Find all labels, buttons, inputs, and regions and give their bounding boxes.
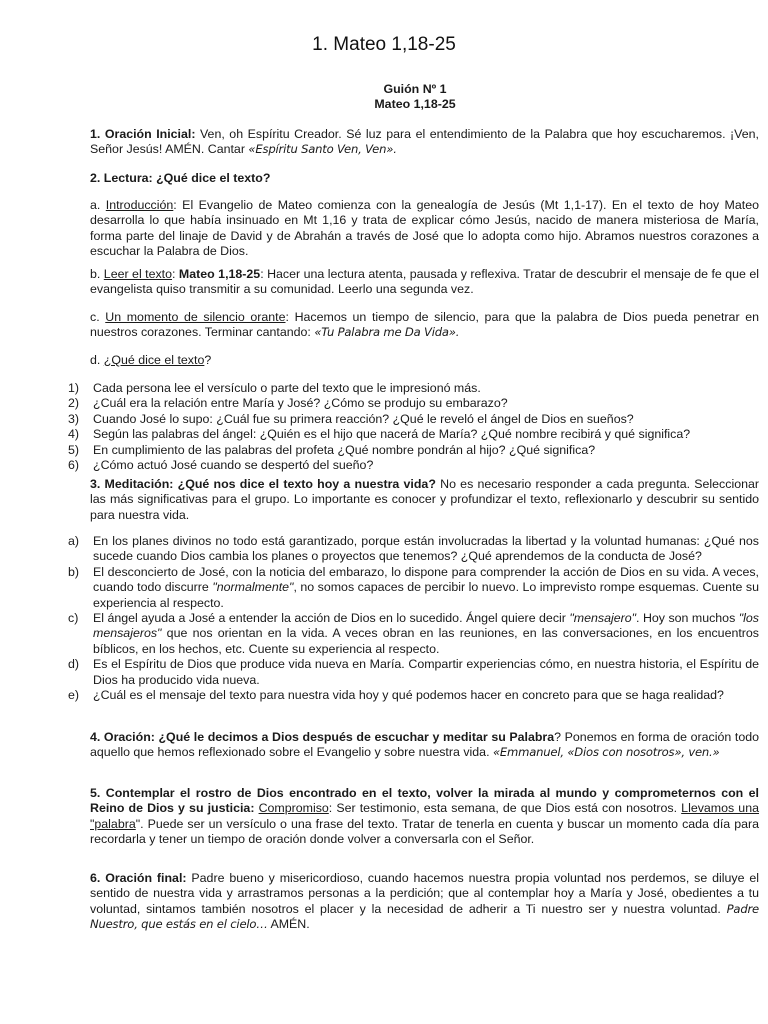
reading-introduction: a. Introducción: El Evangelio de Mateo comienza con la genealogía de Jesús (Mt 1,1-17). En el texto de hoy Mateo desarrolla lo que había insinuado en Mt 1,16 y trata de explicar cómo Jesús, nacido de manera misteriosa de María, forma parte del linaje de David y de Abrahán a través de José que lo adopta como hijo. Abramos nuestros corazones a escuchar la Palabra de Dios. [90,198,759,259]
section-opening-prayer: 1. Oración Inicial: Ven, oh Espíritu Creador. Sé luz para el entendimiento de la Palabra que hoy escucharemos. ¡Ven, Señor Jesús! AMÉN. Cantar «Espíritu Santo Ven, Ven». [90,127,759,157]
question-list [68,381,759,473]
list-item: b) El desconcierto de José, con la noticia del embarazo, lo dispone para comprender la acción de Dios en su vida. A veces, cuando todo discurre "normalmente", no somos capaces de percibir lo nuevo. Lo imprevisto rompe esquemas. Cuente su experiencia al respecto. [68,564,759,610]
list-item: 2) ¿Cuál era la relación entre María y José? ¿Cómo se produjo su embarazo? [68,396,508,411]
section-final-prayer: 6. Oración final: Padre bueno y misericordioso, cuando hacemos nuestra propia voluntad nos perdemos, se diluye el sentido de nuestra vida y arrastramos personas a la perdición; que al contemplar hoy a María y José, obedientes a tu voluntad, sintamos también nosotros el placer y la necesidad de adherir a Ti nuestro ser y nuestra voluntad. Padre Nuestro, que estás en el cielo… AMÉN. [90,871,759,932]
script-reference: Mateo 1,18-25 [374,97,456,112]
list-item: 3) Cuando José lo supo: ¿Cuál fue su primera reacción? ¿Qué le reveló el ángel de Dios en sueños? [68,411,634,426]
section-heading: 1. Oración Inicial: [90,127,196,141]
section-reading-heading: 2. Lectura: ¿Qué dice el texto? [90,171,271,185]
song-title: «Emmanuel, «Dios con nosotros», ven.» [492,745,720,760]
prayer-title: Padre Nuestro, que estás en el cielo… [90,901,759,932]
section-heading: 3. Meditación: ¿Qué nos dice el texto hoy a nuestra vida? [90,477,436,491]
list-item: e) ¿Cuál es el mensaje del texto para nuestra vida hoy y qué podemos hacer en concreto para que se haga realidad? [68,688,724,703]
section-heading: 6. Oración final: [90,871,187,885]
section-heading: 5. Contemplar el rostro de Dios encontrado en el texto, volver la mirada al mundo y comprometernos con el Reino de Dios y su justicia: [90,786,759,816]
section-prayer: 4. Oración: ¿Qué le decimos a Dios después de escuchar y meditar su Palabra? Ponemos en forma de oración todo aquello que hemos reflexionado sobre el Evangelio y sobre nuestra vida. «Emmanuel, «Dios con nosotros», ven.» [90,730,759,760]
list-item: 6) ¿Cómo actuó José cuando se despertó del sueño? [68,458,374,473]
song-title: «Espíritu Santo Ven, Ven». [248,142,397,157]
section-heading: 4. Oración: ¿Qué le decimos a Dios después de escuchar y meditar su Palabra [90,730,555,744]
list-item: 1) Cada persona lee el versículo o parte del texto que le impresionó más. [68,381,481,395]
list-item: a) En los planes divinos no todo está garantizado, porque están involucradas la libertad y la voluntad humanas: ¿Qué nos sucede cuando Dios cambia los planes o proyectos que tenemos? ¿Qué aprendemos de la conducta de José? [68,534,759,564]
meditation-list [68,534,759,703]
reading-silence: c. Un momento de silencio orante: Hacemos un tiempo de silencio, para que la palabra de Dios pueda penetrar en nuestros corazones. Terminar cantando: «Tu Palabra me Da Vida». [90,310,759,340]
list-item: c) El ángel ayuda a José a entender la acción de Dios en lo sucedido. Ángel quiere decir "mensajero". Hoy son muchos "los mensajeros" que nos orientan en la vida. A veces obran en las reuniones, en las conversaciones, en los encuentros bíblicos, en los hechos, etc. Cuente su experiencia al respecto. [68,611,759,656]
list-item: d) Es el Espíritu de Dios que produce vida nueva en María. Compartir experiencias cómo, en nuestra historia, el Espíritu de Dios ha producido vida nueva. [68,657,759,687]
section-meditation: 3. Meditación: ¿Qué nos dice el texto hoy a nuestra vida? No es necesario responder a cada pregunta. Seleccionar las más significativas para el grupo. Lo importante es conocer y profundizar el texto, reflexionarlo y descubrir su sentido para nuestra vida. [90,477,759,522]
song-title: «Tu Palabra me Da Vida». [314,325,460,340]
reading-read-text: b. Leer el texto: Mateo 1,18-25: Hacer una lectura atenta, pausada y reflexiva. Tratar de descubrir el mensaje de fe que el evangelista quiso transmitir a su comunidad. Leerlo una segunda vez. [90,267,760,297]
script-header [0,82,768,113]
list-item: 4) Según las palabras del ángel: ¿Quién es el hijo que nacerá de María? ¿Qué nombre recibirá y qué significa? [68,427,691,442]
script-number: Guión Nº 1 [383,82,447,96]
section-contemplate: 5. Contemplar el rostro de Dios encontrado en el texto, volver la mirada al mundo y comprometernos con el Reino de Dios y su justicia: Compromiso: Ser testimonio, esta semana, de que Dios está con nosotros. Llevamos una "palabra". Puede ser un versículo o una frase del texto. Tratar de tenerla en cuenta y buscar un momento cada día para recordarla y tener un tiempo de oración donde volver a conversarla con el Señor. [90,786,759,847]
list-item: 5) En cumplimiento de las palabras del profeta ¿Qué nombre pondrán al hijo? ¿Qué significa? [68,442,596,457]
document-title: 1. Mateo 1,18-25 [312,34,456,55]
reading-what-says: d. ¿Qué dice el texto? [90,353,212,367]
